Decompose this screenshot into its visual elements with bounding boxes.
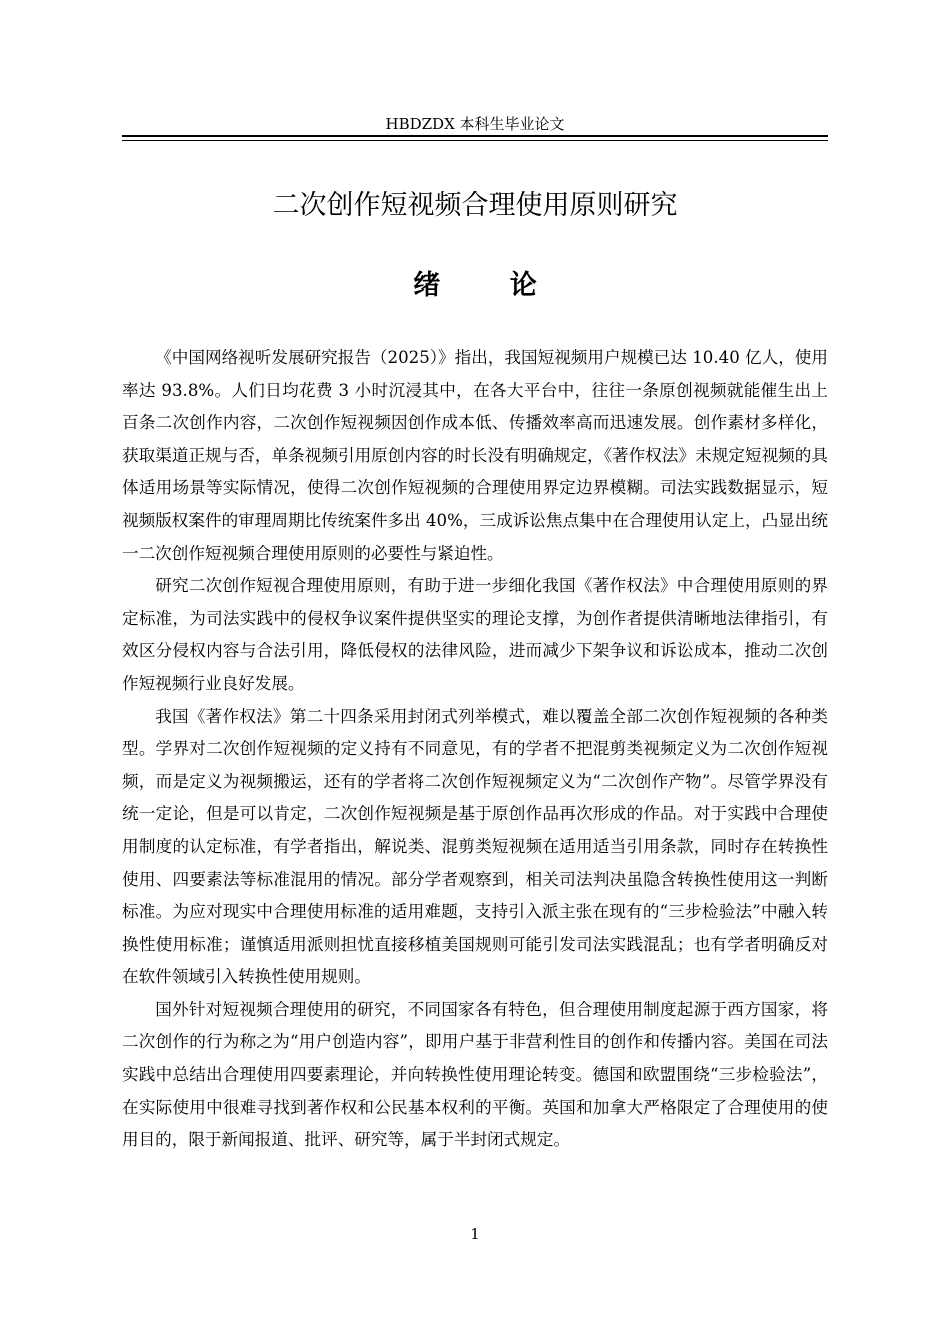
header-rule-thick — [122, 135, 828, 137]
paper-title: 二次创作短视频合理使用原则研究 — [272, 190, 678, 221]
paragraph-1: 《中国网络视听发展研究报告（2025）》指出，我国短视频用户规模已达 10.40 亿人，使用率达 93.8%。人们日均花费 3 小时沉浸其中，在各大平台中，往往一条原创视频就能催生出上百条二次创作内容，二次创作短视频因创作成本低、传播效率高而迅速发展。创作素材多样化，获取渠道正规与否，单条视频引用原创内容的时长没有明确规定，《著作权法》未规定短视频的具体适用场景等实际情况，使得二次创作短视频的合理使用界定边界模糊。司法实践数据显示，短视频版权案件的审理周期比传统案件多出 40%，三成诉讼焦点集中在合理使用认定上，凸显出统一二次创作短视频合理使用原则的必要性与紧迫性。 — [122, 348, 828, 563]
paragraph-2: 研究二次创作短视合理使用原则，有助于进一步细化我国《著作权法》中合理使用原则的界定标准，为司法实践中的侵权争议案件提供坚实的理论支撑，为创作者提供清晰地法律指引，有效区分侵权内容与合法引用，降低侵权的法律风险，进而减少下架争议和诉讼成本，推动二次创作短视频行业良好发展。 — [122, 576, 828, 693]
section-heading: 绪 论 — [413, 270, 567, 301]
page-number: 1 — [470, 1225, 480, 1243]
running-header: HBDZDX 本科生毕业论文 — [385, 115, 565, 133]
header-rule-thin — [122, 140, 828, 141]
body-text — [122, 342, 828, 1157]
paragraph-4: 国外针对短视频合理使用的研究，不同国家各有特色，但合理使用制度起源于西方国家，将二次创作的行为称之为“用户创造内容”，即用户基于非营利性目的创作和传播内容。美国在司法实践中总结出合理使用四要素理论，并向转换性使用理论转变。德国和欧盟围绕“三步检验法”，在实际使用中很难寻找到著作权和公民基本权利的平衡。英国和加拿大严格限定了合理使用的使用目的，限于新闻报道、批评、研究等，属于半封闭式规定。 — [122, 999, 828, 1150]
paragraph-3: 我国《著作权法》第二十四条采用封闭式列举模式，难以覆盖全部二次创作短视频的各种类型。学界对二次创作短视频的定义持有不同意见，有的学者不把混剪类视频定义为二次创作短视频，而是定义为视频搬运，还有的学者将二次创作短视频定义为“二次创作产物”。尽管学界没有统一定论，但是可以肯定，二次创作短视频是基于原创作品再次形成的作品。对于实践中合理使用制度的认定标准，有学者指出，解说类、混剪类短视频在适用适当引用条款，同时存在转换性使用、四要素法等标准混用的情况。部分学者观察到，相关司法判决虽隐含转换性使用这一判断标准。为应对现实中合理使用标准的适用难题，支持引入派主张在现有的“三步检验法”中融入转换性使用标准；谨慎适用派则担忧直接移植美国规则可能引发司法实践混乱；也有学者明确反对在软件领域引入转换性使用规则。 — [122, 706, 828, 987]
